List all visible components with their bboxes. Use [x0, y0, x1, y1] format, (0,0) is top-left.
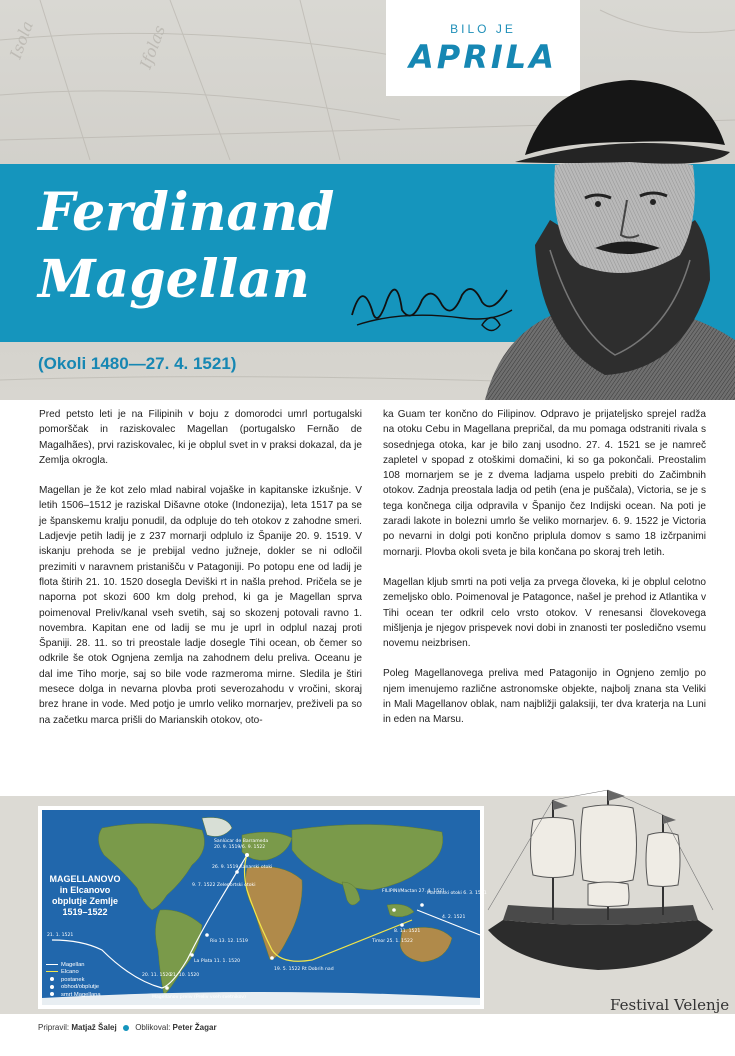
credits: Pripravil: Matjaž Šalej Oblikoval: Peter Žagar: [38, 1023, 217, 1032]
paragraph: Pred petsto leti je na Filipinih v boju z domorodci umrl portugalski pomorščak in raziskovalec Magellan (portugalsko Fernão de Magalhães), prvi raziskovalec, ki je obplul svet in v praksi dokazal, da je Zemlja okrogla.: [39, 409, 362, 466]
map-title: MAGELLANOVO in Elcanovo obplutje Zemlje 1519–1522: [49, 874, 121, 917]
separator-dot-icon: [123, 1025, 129, 1031]
map-label-rio: Rio 13. 12. 1519: [210, 939, 248, 944]
paragraph: Magellan je že kot zelo mlad nabiral vojaške in kapitanske izkušnje. V letih 1506–1512 je raziskal Dišavne otoke (Indonezija), leta 1517 pa se je španskemu kralju ponudil, da odpluje do teh otokov z zahodne smeri. Ladjevje petih ladij je z 237 mornarji odplulo iz Španije 20. 9. 1519. V iskanju prehoda se je prebijal vedno južneje, dokler se ni odločil prezimiti v naravnem pristanišču v Patagoniji. Po potopu ene od ladij je flota štirih 21. 10. 1520 dosegla Deviški rt in našla prehod. Pričela se je naporna pot skozi 600 km dolg prehod, ki ga je Magellan sprva poimenoval Preliv/kanal vseh svetih, saj so skozenj potovali ravno 1. novembra. Kapitan ene od ladij se mu je uprl in odplul nazaj proti Španiji. 28. 11. so tri preostale ladje dosegle Tihi ocean, ob čemer so odkrile še otok Ognjena zemlja na zahodnem delu preliva. Oceanu je dal ime Tiho morje, saj so bile vode razmeroma mirne. Sledila je štiri mesece dolga in nevarna plovba proti severozahodu v vročini, skoraj brez hrane in vode. Med potjo je umrlo veliko mornarjev, preživeli pa so na začetku marca prišli do Marianskih otokov, oto-: [39, 485, 362, 726]
badge-kicker-big: APRILA: [409, 38, 557, 76]
map-label-mariani: Marianski otoki 6. 3. 1521: [427, 891, 487, 896]
map-label-laplata: La Plata 11. 1. 1520: [194, 959, 241, 964]
map-label-date-3: 21. 10. 1520: [170, 973, 200, 978]
map-label-date-1: 21. 1. 1521: [47, 933, 74, 938]
legend-item-death: smrt Magellana: [46, 992, 101, 999]
map-label-rt: 19. 5. 1522 Rt Dobrih nad: [274, 967, 334, 972]
map-label-sanlucar-date: 20. 9. 1519/6. 9. 1522: [214, 845, 266, 850]
legend-item-elcano: Elcano: [46, 969, 101, 976]
map-label-sanlucar: Sanlúcar de Barrameda: [214, 839, 269, 844]
legend-item-magellan: Magellan: [46, 962, 101, 969]
badge-kicker-small: BILO JE: [450, 22, 516, 36]
map-label-date-5: 4. 2. 1521: [442, 915, 466, 920]
lifespan-dates: (Okoli 1480—27. 4. 1521): [38, 354, 237, 373]
map-label-date-4: 8. 11. 1521: [394, 929, 421, 934]
svg-text:Ifolas: Ifolas: [135, 22, 170, 72]
map-label-date-2: 20. 11. 1520: [142, 973, 172, 978]
paragraph: ka Guam ter končno do Filipinov. Odpravo je prijateljsko sprejel radža na otoku Cebu in Magellana prepričal, da mu pomaga odstraniti rivala s sosednjega otoka, kar je bilo zanj usodno. 27. 4. 1521 se je namreč zapletel v spopad z otoškimi domačini, ki so ga pokončali. Preostalim 108 mornarjem se je z dvema ladjama uspelo prebiti do Začimbnih otokov. Zadnja preostala ladja od petih (ena je puščala), Victoria, se je s tega končnega cilja odpravila v Španijo čez Indijski ocean. Na poti je zaradi lakote in bolezni umrlo še veliko mornarjev. 6. 9. 1522 je Victoria po nevarni in dolgi poti končno priplula domov s samo 18 izčrpanimi mornarji. Plovba okoli sveta je bila končana po skoraj treh letih.: [383, 409, 706, 558]
map-label-timor: Timor 25. 1. 1522: [372, 939, 413, 944]
paragraph: Poleg Magellanovega preliva med Patagonijo in Ognjeno zemljo po njem imenujemo različne astronomske objekte, najbolj znana sta Veliki in Mali Magellanov oblak, nam najbližji galaksiji, ter dva kraterja na Luni in eden na Marsu.: [383, 668, 706, 726]
article-column-left: [39, 407, 362, 743]
title-first-name: Ferdinand: [38, 182, 335, 243]
map-legend: [46, 962, 101, 999]
magellan-signature-image: [342, 270, 522, 340]
legend-item-circumnavigation: obhod/obplutje: [46, 984, 101, 991]
map-label-zelenortski: 9. 7. 1522 Zelenortski otoki: [192, 883, 256, 888]
magellan-portrait-image: [455, 70, 735, 400]
map-label-kanarski: 26. 9. 1519 Kanarski otoki: [212, 865, 273, 870]
map-label-preliv: Magellanov preliv (Preliv vseh svetnikov): [152, 995, 246, 1000]
caravel-ship-image: [478, 780, 718, 980]
map-label-filipini: FILIPINI/Mactan 27. 4. 1521: [382, 889, 445, 894]
paragraph: Magellan kljub smrti na poti velja za prvega človeka, ki je obplul celotno zemeljsko oblo. Poimenoval je Patagonce, našel je prehod iz Atlantika v Tihi ocean ter odkril celo vrsto otokov. V renesansi človekovega mišljenja je njegov prispevek novi dobi in znanosti ter posledično vsemu novemu neizbrisen.: [383, 576, 706, 650]
title-last-name: Magellan: [38, 249, 310, 310]
festival-velenje-logo: Festival Velenje: [610, 996, 730, 1014]
legend-item-stop: postanek: [46, 977, 101, 984]
article-column-right: [383, 407, 706, 743]
svg-text:Isola: Isola: [5, 18, 38, 62]
